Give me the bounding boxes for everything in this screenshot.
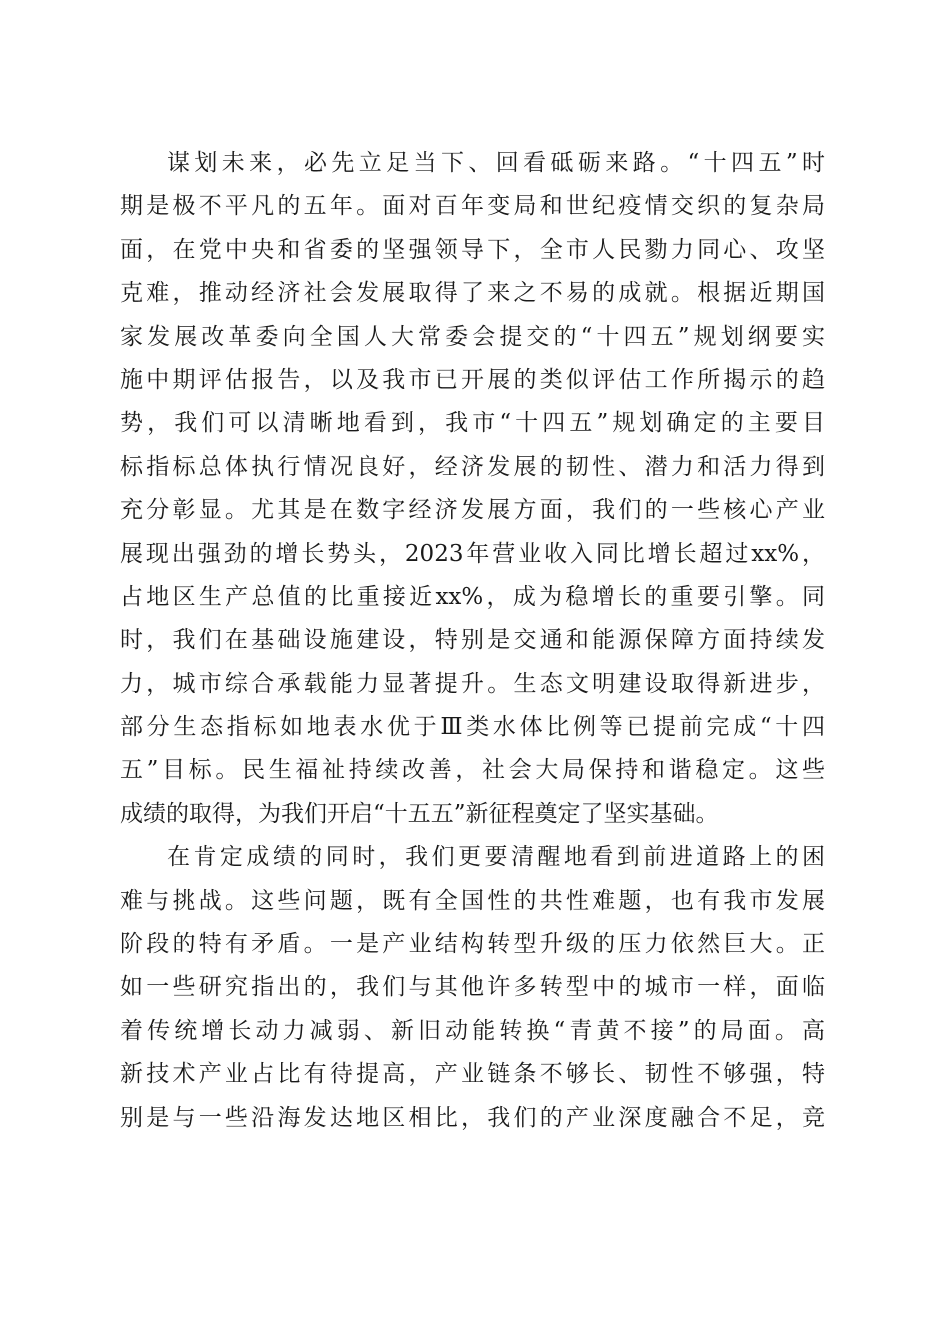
paragraph-line: 部分生态指标如地表水优于Ⅲ类水体比例等已提前完成“十四 (120, 714, 825, 741)
paragraph-line: 如一些研究指出的，我们与其他许多转型中的城市一样，面临 (120, 974, 825, 1001)
paragraph-line: 别是与一些沿海发达地区相比，我们的产业深度融合不足，竞 (120, 1104, 825, 1131)
paragraph-line: 新技术产业占比有待提高，产业链条不够长、韧性不够强，特 (120, 1061, 825, 1088)
paragraph-line: 展现出强劲的增长势头，2023年营业收入同比增长超过xx%， (120, 540, 825, 567)
paragraph-1 (120, 142, 825, 836)
paragraph-line: 施中期评估报告，以及我市已开展的类似评估工作所揭示的趋 (120, 366, 825, 393)
paragraph-line: 时，我们在基础设施建设，特别是交通和能源保障方面持续发 (120, 627, 825, 654)
paragraph-line: 充分彰显。尤其是在数字经济发展方面，我们的一些核心产业 (120, 497, 825, 524)
paragraph-line: 面，在党中央和省委的坚强领导下，全市人民勠力同心、攻坚 (120, 236, 825, 263)
paragraph-line: 着传统增长动力减弱、新旧动能转换“青黄不接”的局面。高 (120, 1017, 825, 1044)
document-body (120, 142, 825, 1140)
paragraph-line: 力，城市综合承载能力显著提升。生态文明建设取得新进步， (120, 670, 825, 697)
paragraph-line: 在肯定成绩的同时，我们更要清醒地看到前进道路上的困 (167, 844, 825, 871)
paragraph-line: 占地区生产总值的比重接近xx%，成为稳增长的重要引擎。同 (120, 583, 825, 610)
paragraph-2 (120, 836, 825, 1140)
paragraph-line: 势，我们可以清晰地看到，我市“十四五”规划确定的主要目 (120, 410, 825, 437)
paragraph-line: 家发展改革委向全国人大常委会提交的“十四五”规划纲要实 (120, 323, 825, 350)
paragraph-line: 标指标总体执行情况良好，经济发展的韧性、潜力和活力得到 (120, 453, 825, 480)
paragraph-line: 克难，推动经济社会发展取得了来之不易的成就。根据近期国 (120, 280, 825, 307)
paragraph-line: 难与挑战。这些问题，既有全国性的共性难题，也有我市发展 (120, 887, 825, 914)
paragraph-line: 谋划未来，必先立足当下、回看砥砺来路。“十四五”时 (167, 150, 825, 176)
paragraph-line: 成绩的取得，为我们开启“十五五”新征程奠定了坚实基础。 (120, 800, 719, 827)
paragraph-line: 阶段的特有矛盾。一是产业结构转型升级的压力依然巨大。正 (120, 931, 825, 958)
paragraph-line: 期是极不平凡的五年。面对百年变局和世纪疫情交织的复杂局 (120, 193, 825, 220)
paragraph-line: 五”目标。民生福祉持续改善，社会大局保持和谐稳定。这些 (120, 757, 825, 784)
